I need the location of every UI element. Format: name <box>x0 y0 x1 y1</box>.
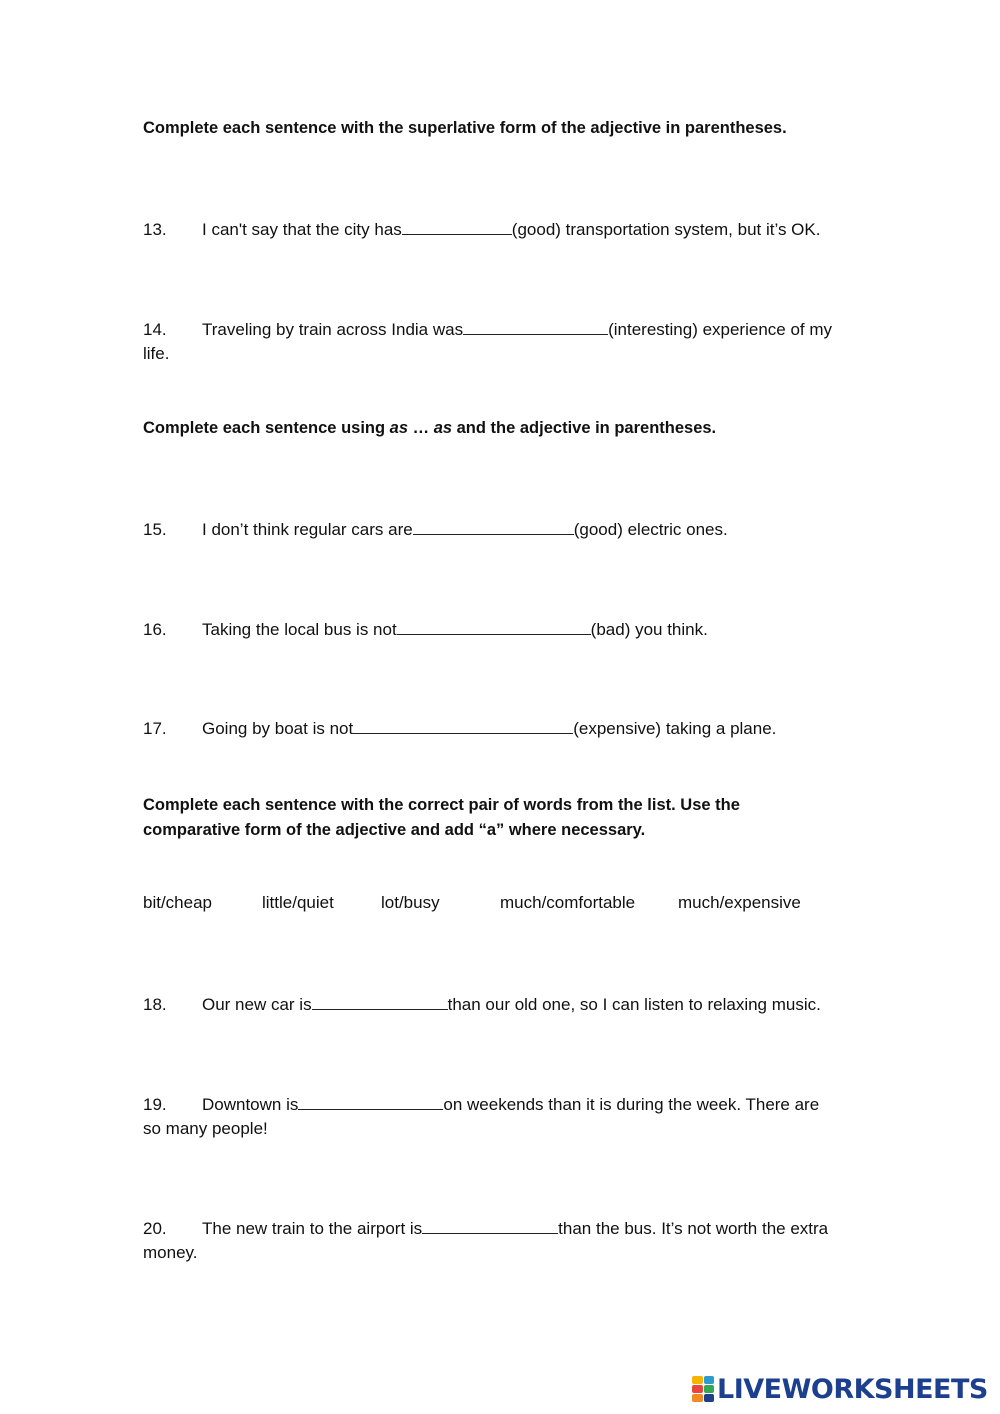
question-13 <box>143 218 820 242</box>
word-list <box>143 893 843 917</box>
answer-blank[interactable] <box>353 732 573 734</box>
instruction-ellipsis: … <box>408 419 434 437</box>
question-text-after: (interesting) experience of my <box>608 320 833 339</box>
question-text-before: I can't say that the city has <box>202 220 402 239</box>
word-option: bit/cheap <box>143 893 212 912</box>
instruction-text: Complete each sentence using <box>143 419 390 437</box>
question-text-after: (good) transportation system, but it’s OK. <box>511 220 821 239</box>
logo-block <box>692 1385 703 1393</box>
answer-blank[interactable] <box>312 1008 448 1010</box>
question-text-continuation: so many people! <box>143 1119 268 1138</box>
instruction-line: comparative form of the adjective and add “a” where necessary. <box>143 821 646 839</box>
question-17 <box>143 717 776 741</box>
question-text-before: Our new car is <box>202 995 312 1014</box>
question-number: 13. <box>143 220 167 239</box>
liveworksheets-logo-icon <box>692 1376 714 1402</box>
answer-blank[interactable] <box>298 1108 443 1110</box>
question-number: 16. <box>143 620 167 639</box>
logo-block <box>704 1394 715 1402</box>
word-option: much/expensive <box>678 893 801 912</box>
question-number: 19. <box>143 1095 167 1114</box>
instruction-line: Complete each sentence with the correct pair of words from the list. Use the <box>143 796 740 814</box>
question-text-after: (expensive) taking a plane. <box>573 719 777 738</box>
question-text-continuation: money. <box>143 1243 198 1262</box>
liveworksheets-logo <box>692 1373 988 1405</box>
question-text-after: (good) electric ones. <box>573 520 728 539</box>
brand-name: LIVEWORKSHEETS <box>717 1373 988 1405</box>
logo-block <box>704 1385 715 1393</box>
question-text-after: than the bus. It’s not worth the extra <box>558 1219 829 1238</box>
question-text-before: Downtown is <box>202 1095 299 1114</box>
question-text-after: on weekends than it is during the week. There are <box>443 1095 820 1114</box>
question-number: 14. <box>143 320 167 339</box>
question-text-before: Taking the local bus is not <box>202 620 397 639</box>
instruction-superlative: Complete each sentence with the superlative form of the adjective in parentheses. <box>143 119 787 137</box>
question-text-before: Traveling by train across India was <box>202 320 464 339</box>
instruction-as-word: as <box>433 419 453 437</box>
logo-block <box>692 1376 703 1384</box>
question-15 <box>143 518 728 542</box>
instruction-as-as <box>143 419 716 438</box>
question-14 <box>143 318 832 366</box>
question-20 <box>143 1217 828 1265</box>
instruction-text: and the adjective in parentheses. <box>452 419 717 437</box>
question-18 <box>143 993 821 1017</box>
answer-blank[interactable] <box>413 533 574 535</box>
answer-blank[interactable] <box>422 1232 558 1234</box>
question-number: 18. <box>143 995 167 1014</box>
word-option: much/comfortable <box>500 893 636 912</box>
question-text-continuation: life. <box>143 344 170 363</box>
question-text-before: The new train to the airport is <box>202 1219 423 1238</box>
question-number: 20. <box>143 1219 167 1238</box>
logo-block <box>704 1376 715 1384</box>
answer-blank[interactable] <box>463 333 608 335</box>
question-number: 17. <box>143 719 167 738</box>
question-text-before: Going by boat is not <box>202 719 354 738</box>
instruction-comparative <box>143 793 740 843</box>
word-option: little/quiet <box>262 893 334 912</box>
answer-blank[interactable] <box>397 633 591 635</box>
question-text-before: I don’t think regular cars are <box>202 520 413 539</box>
question-16 <box>143 618 708 642</box>
instruction-as-word: as <box>389 419 409 437</box>
question-19 <box>143 1093 819 1141</box>
answer-blank[interactable] <box>402 233 512 235</box>
question-text-after: (bad) you think. <box>590 620 708 639</box>
word-option: lot/busy <box>381 893 440 912</box>
logo-block <box>692 1394 703 1402</box>
question-number: 15. <box>143 520 167 539</box>
question-text-after: than our old one, so I can listen to relaxing music. <box>447 995 821 1014</box>
